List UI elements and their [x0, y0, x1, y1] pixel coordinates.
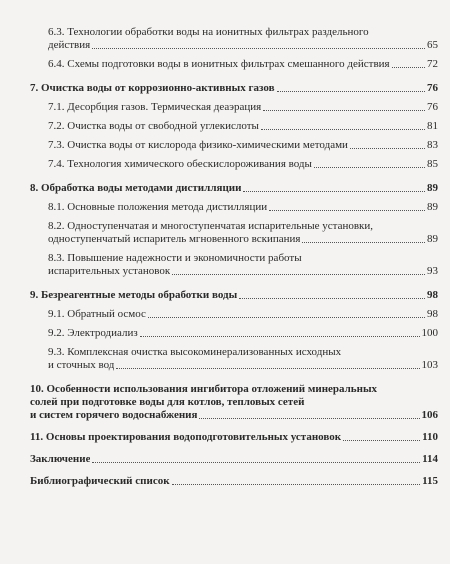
toc-entry-text: 8. Обработка воды методами дистилляции: [30, 182, 242, 194]
dot-leader: [243, 190, 425, 192]
toc-entry-text: действия: [48, 39, 91, 51]
page-number: 89: [427, 233, 438, 245]
dot-leader: [263, 109, 425, 111]
toc-chapter-7[interactable]: [30, 82, 438, 95]
toc-entry-7-4[interactable]: [30, 158, 438, 171]
page-number: 81: [427, 120, 438, 132]
page-number: 72: [427, 58, 438, 70]
toc-entry-text: 7.4. Технология химического обескислороживания воды: [48, 158, 312, 170]
toc-chapter-8[interactable]: [30, 182, 438, 195]
page-number: 98: [427, 308, 438, 320]
toc-entry-text: 8.3. Повышение надежности и экономичности работы: [48, 252, 302, 264]
toc-entry-text: и сточных вод: [48, 359, 115, 371]
toc-entry-text: Библиографический список: [30, 475, 170, 487]
toc-entry-8-3[interactable]: [30, 252, 438, 278]
toc-entry-text: солей при подготовке воды для котлов, тепловых сетей: [30, 396, 305, 408]
dot-leader: [199, 417, 419, 419]
toc-entry-7-2[interactable]: [30, 120, 438, 133]
page-number: 76: [427, 82, 438, 94]
dot-leader: [148, 316, 425, 318]
toc-entry-text: 8.1. Основные положения метода дистилляции: [48, 201, 268, 213]
dot-leader: [172, 273, 425, 275]
page-number: 100: [421, 327, 438, 339]
dot-leader: [277, 90, 425, 92]
page-number: 110: [422, 431, 438, 443]
toc-entry-9-2[interactable]: [30, 327, 438, 340]
toc-chapter-9[interactable]: [30, 289, 438, 302]
toc-entry-text: Заключение: [30, 453, 91, 465]
dot-leader: [392, 66, 425, 68]
page-number: 103: [421, 359, 438, 371]
dot-leader: [140, 335, 420, 337]
dot-leader: [92, 47, 425, 49]
toc-entry-text: 11. Основы проектирования водоподготовительных установок: [30, 431, 342, 443]
page-number: 89: [427, 182, 438, 194]
toc-entry-text: и систем горячего водоснабжения: [30, 409, 198, 421]
toc-entry-7-3[interactable]: [30, 139, 438, 152]
toc-entry-text: 9.1. Обратный осмос: [48, 308, 146, 320]
toc-entry-text: 10. Особенности использования ингибитора отложений минеральных: [30, 383, 378, 395]
dot-leader: [172, 483, 421, 485]
page-number: 98: [427, 289, 438, 301]
toc-entry-8-2[interactable]: [30, 220, 438, 246]
toc-chapter-10[interactable]: [30, 383, 438, 422]
dot-leader: [92, 461, 420, 463]
toc-entry-text: 7.3. Очистка воды от кислорода физико-химическими методами: [48, 139, 348, 151]
toc-entry-text: 9.3. Комплексная очистка высокоминерализованных исходных: [48, 346, 342, 358]
dot-leader: [269, 209, 425, 211]
page-number: 114: [422, 453, 438, 465]
toc-entry-9-3[interactable]: [30, 346, 438, 372]
dot-leader: [302, 241, 425, 243]
toc-entry-6-4[interactable]: [30, 58, 438, 71]
page-number: 89: [427, 201, 438, 213]
toc-entry-8-1[interactable]: [30, 201, 438, 214]
toc-entry-text: 9.2. Электродиализ: [48, 327, 138, 339]
dot-leader: [350, 147, 425, 149]
toc-entry-6-3[interactable]: [30, 26, 438, 52]
toc-entry-text: 7.2. Очистка воды от свободной углекислоты: [48, 120, 259, 132]
table-of-contents: [30, 26, 438, 488]
toc-entry-7-1[interactable]: [30, 101, 438, 114]
toc-entry-text: 6.4. Схемы подготовки воды в ионитных фильтрах смешанного действия: [48, 58, 390, 70]
dot-leader: [343, 439, 420, 441]
page-number: 65: [427, 39, 438, 51]
page-number: 83: [427, 139, 438, 151]
toc-entry-text: 7. Очистка воды от коррозионно-активных газов: [30, 82, 275, 94]
page-number: 106: [421, 409, 438, 421]
page-number: 76: [427, 101, 438, 113]
toc-entry-text: испарительных установок: [48, 265, 171, 277]
page-number: 93: [427, 265, 438, 277]
toc-entry-9-1[interactable]: [30, 308, 438, 321]
toc-conclusion[interactable]: [30, 453, 438, 466]
toc-entry-text: 8.2. Одноступенчатая и многоступенчатая испарительные установки,: [48, 220, 374, 232]
toc-entry-text: 7.1. Десорбция газов. Термическая деаэрация: [48, 101, 262, 113]
toc-bibliography[interactable]: [30, 475, 438, 488]
page-number: 85: [427, 158, 438, 170]
dot-leader: [116, 367, 419, 369]
toc-entry-text: 9. Безреагентные методы обработки воды: [30, 289, 238, 301]
dot-leader: [239, 297, 425, 299]
page-number: 115: [422, 475, 438, 487]
dot-leader: [314, 166, 425, 168]
toc-entry-text: 6.3. Технологии обработки воды на ионитных фильтрах раздельного: [48, 26, 369, 38]
dot-leader: [261, 128, 425, 130]
toc-chapter-11[interactable]: [30, 431, 438, 444]
toc-entry-text: одноступенчатый испаритель мгновенного вскипания: [48, 233, 301, 245]
